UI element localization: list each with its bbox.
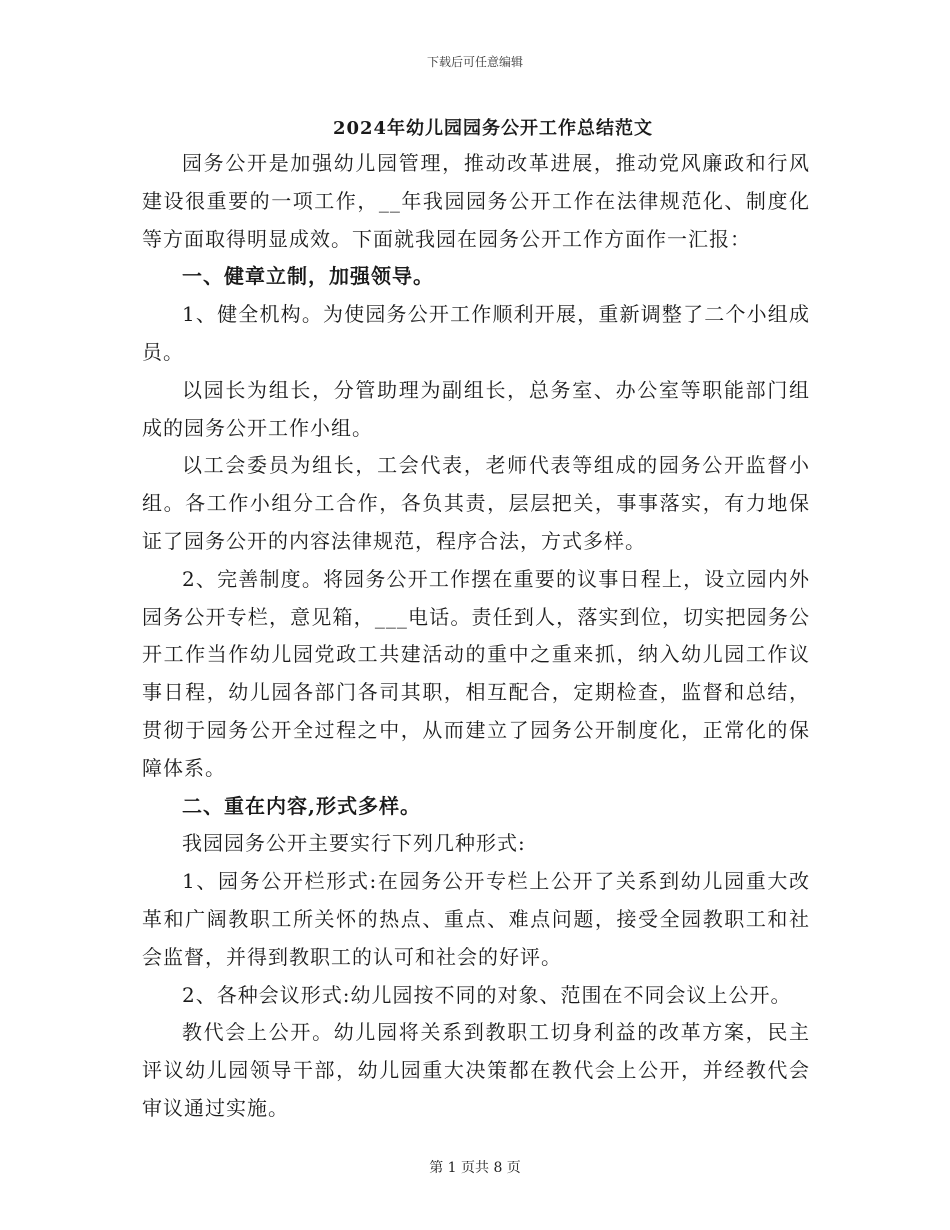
page-header-note: 下载后可任意编辑	[426, 55, 523, 69]
document-body	[142, 145, 810, 1128]
paragraph: 我园园务公开主要实行下列几种形式:	[182, 831, 526, 856]
section-heading: 一、健章立制，加强领导。	[182, 264, 434, 289]
paragraph: 以园长为组长，分管助理为副组长，总务室、办公室等职能部门组成的园务公开工作小组。	[142, 377, 810, 440]
paragraph: 1、健全机构。为使园务公开工作顺利开展，重新调整了二个小组成员。	[142, 302, 810, 364]
document-title: 2024年幼儿园园务公开工作总结范文	[332, 118, 654, 139]
paragraph: 以工会委员为组长，工会代表，老师代表等组成的园务公开监督小组。各工作小组分工合作，各负其责，层层把关，事事落实，有力地保证了园务公开的内容法律规范，程序合法，方式多样。	[142, 453, 810, 553]
paragraph: 园务公开是加强幼儿园管理，推动改革进展，推动党风廉政和行风建设很重要的一项工作，__年我园园务公开工作在法律规范化、制度化等方面取得明显成效。下面就我园在园务公开工作方面作一汇报：	[142, 151, 810, 251]
page-number: 第 1 页共 8 页	[429, 1160, 521, 1176]
section-heading: 二、重在内容,形式多样。	[182, 793, 421, 818]
paragraph: 教代会上公开。幼儿园将关系到教职工切身利益的改革方案，民主评议幼儿园领导干部，幼儿园重大决策都在教代会上公开，并经教代会审议通过实施。	[142, 1020, 810, 1120]
paragraph: 2、各种会议形式:幼儿园按不同的对象、范围在不同会议上公开。	[182, 982, 792, 1007]
paragraph: 1、园务公开栏形式:在园务公开专栏上公开了关系到幼儿园重大改革和广阔教职工所关怀的热点、重点、难点问题，接受全园教职工和社会监督，并得到教职工的认可和社会的好评。	[142, 869, 810, 969]
paragraph: 2、完善制度。将园务公开工作摆在重要的议事日程上，设立园内外园务公开专栏，意见箱，___电话。责任到人，落实到位，切实把园务公开工作当作幼儿园党政工共建活动的重中之重来抓，纳入幼儿园工作议事日程，幼儿园各部门各司其职，相互配合，定期检查，监督和总结，贯彻于园务公开全过程之中，从而建立了园务公开制度化，正常化的保障体系。	[142, 566, 810, 780]
